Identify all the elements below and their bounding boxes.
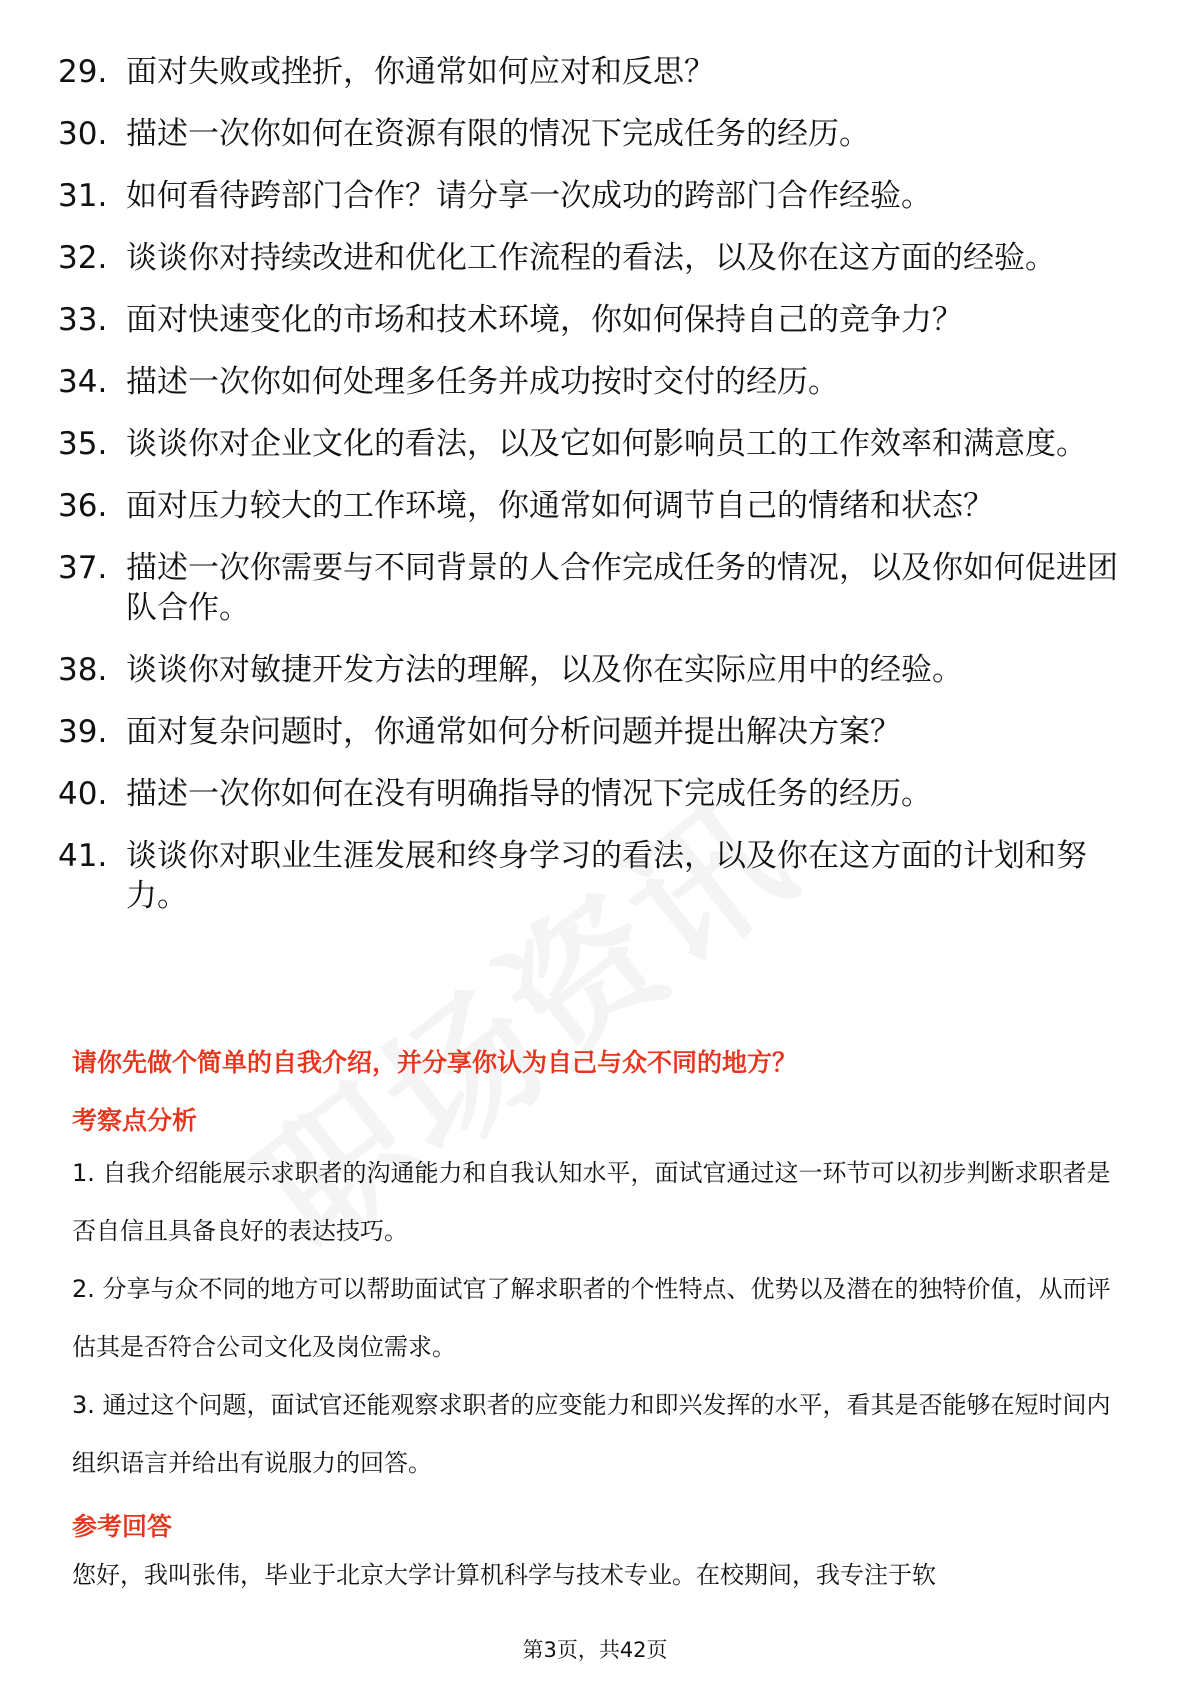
question-text: 面对失败或挫折，你通常如何应对和反思？ xyxy=(126,54,715,90)
list-item xyxy=(58,774,1118,814)
list-item xyxy=(58,362,1118,402)
question-text: 谈谈你对敏捷开发方法的理解，以及你在实际应用中的经验。 xyxy=(126,652,963,688)
list-item xyxy=(58,176,1118,216)
reference-text: 您好，我叫张伟，毕业于北京大学计算机科学与技术专业。在校期间，我专注于软 xyxy=(72,1561,936,1589)
question-number: 38. xyxy=(58,652,108,688)
reference-section xyxy=(72,1510,1122,1604)
list-item xyxy=(58,712,1118,752)
list-item xyxy=(58,650,1118,690)
question-number: 33. xyxy=(58,302,108,338)
question-number: 31. xyxy=(58,178,108,214)
reference-title: 参考回答 xyxy=(72,1512,173,1541)
question-number: 40. xyxy=(58,776,108,812)
list-item xyxy=(58,114,1118,154)
page-footer: 第3页，共42页 xyxy=(522,1638,668,1662)
question-number: 41. xyxy=(58,838,108,874)
list-item xyxy=(58,300,1118,340)
list-item xyxy=(58,52,1118,92)
analysis-title: 考察点分析 xyxy=(72,1106,198,1135)
question-number: 35. xyxy=(58,426,108,462)
question-number: 37. xyxy=(58,550,108,586)
question-text: 面对复杂问题时，你通常如何分析问题并提出解决方案？ xyxy=(126,714,901,750)
list-item xyxy=(58,424,1118,464)
question-text: 描述一次你如何在资源有限的情况下完成任务的经历。 xyxy=(126,116,870,152)
list-item xyxy=(58,836,1118,916)
analysis-point: 2. 分享与众不同的地方可以帮助面试官了解求职者的个性特点、优势以及潜在的独特价值，从而评估其是否符合公司文化及岗位需求。 xyxy=(72,1275,1111,1361)
list-item xyxy=(58,238,1118,278)
list-item xyxy=(58,486,1118,526)
list-item xyxy=(58,548,1118,628)
analysis-point: 1. 自我介绍能展示求职者的沟通能力和自我认知水平，面试官通过这一环节可以初步判断求职者是否自信且具备良好的表达技巧。 xyxy=(72,1159,1111,1245)
question-text: 谈谈你对企业文化的看法，以及它如何影响员工的工作效率和满意度。 xyxy=(126,426,1087,462)
question-text: 描述一次你需要与不同背景的人合作完成任务的情况，以及你如何促进团队合作。 xyxy=(126,550,1118,626)
highlight-question-section xyxy=(72,1046,1122,1080)
question-number: 39. xyxy=(58,714,108,750)
question-text: 谈谈你对持续改进和优化工作流程的看法，以及你在这方面的经验。 xyxy=(126,240,1056,276)
question-text: 描述一次你如何处理多任务并成功按时交付的经历。 xyxy=(126,364,839,400)
question-text: 面对压力较大的工作环境，你通常如何调节自己的情绪和状态？ xyxy=(126,488,994,524)
question-number: 34. xyxy=(58,364,108,400)
question-text: 面对快速变化的市场和技术环境，你如何保持自己的竞争力？ xyxy=(126,302,963,338)
analysis-point: 3. 通过这个问题，面试官还能观察求职者的应变能力和即兴发挥的水平，看其是否能够在短时间内组织语言并给出有说服力的回答。 xyxy=(72,1391,1111,1477)
analysis-points xyxy=(72,1144,1122,1492)
question-number: 36. xyxy=(58,488,108,524)
question-text: 如何看待跨部门合作？请分享一次成功的跨部门合作经验。 xyxy=(126,178,932,214)
question-number: 30. xyxy=(58,116,108,152)
question-number: 29. xyxy=(58,54,108,90)
question-number: 32. xyxy=(58,240,108,276)
analysis-section xyxy=(72,1104,1122,1492)
question-text: 描述一次你如何在没有明确指导的情况下完成任务的经历。 xyxy=(126,776,932,812)
question-list xyxy=(58,52,1118,938)
question-text: 谈谈你对职业生涯发展和终身学习的看法，以及你在这方面的计划和努力。 xyxy=(126,838,1087,914)
highlight-question: 请你先做个简单的自我介绍，并分享你认为自己与众不同的地方？ xyxy=(72,1048,798,1077)
